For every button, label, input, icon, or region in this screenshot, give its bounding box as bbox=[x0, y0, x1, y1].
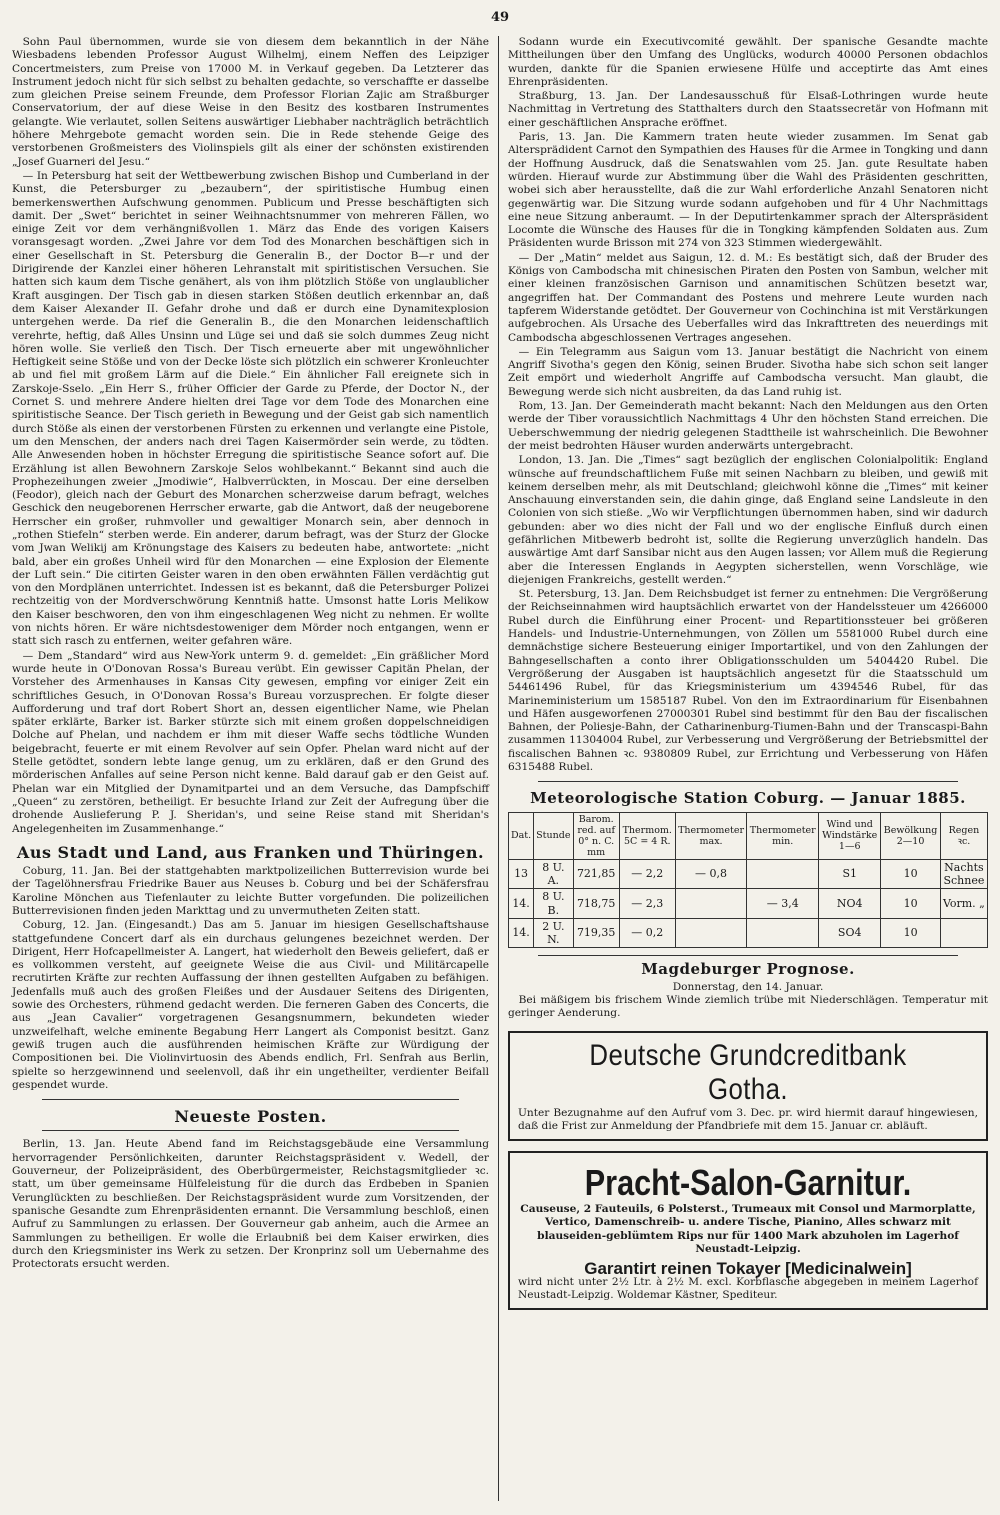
article-petersburg-spiritism: — In Petersburg hat seit der Wettbewerbung zwischen Bishop und Cumberland in der Kunst, die Petersburger zu „bezaubern“, der spiritistische Humbug einen bemerkenswerthen Aufschwung genommen. Publicum und Presse beschäftigten sich damit. Der „Swet“ berichtet in seiner Weihnachtsnummer von mehreren Fällen, wo einige Zeit vor dem verhängnißvollen 1. März das Ende des vorigen Kaisers voransgesagt worden. „Zwei Jahre vor dem Tod des Monarchen beschäftigen sich in einer Gesellschaft in St. Petersburg die Generalin B., der Doctor B—r und der Dirigirende der Kanzlei einer höheren Lehranstalt mit spiritistischen Versuchen. Sie hatten sich kaum dem Tische genähert, als von ihm plötzlich Stöße von unglaublicher Kraft ausgingen. Der Tisch gab in diesen starken Stößen deutlich erkennbar an, daß dem Kaiser Alexander II. Gefahr drohe und daß er durch eine Dynamitexplosion untergehen werde. Da rief die Generalin B., die den Monarchen leidenschaftlich verehrte, heftig, daß Alles Unsinn und Lüge sei und daß sie solch dummes Zeug nicht hören wolle. Sie verließ den Tisch. Der Tisch erneuerte aber mit ungewöhnlicher Heftigkeit seine Stöße und von der Decke löste sich plötzlich ein schwerer Kronleuchter ab und fiel mit großem Lärm auf die Diele.“ Ein ähnlicher Fall ereignete sich in Zarskoje-Sselo. „Ein Herr S., früher Officier der Garde zu Pferde, der Doctor N., der Cornet S. und mehrere Andere hielten drei Tage vor dem Tode des Monarchen eine spiritistische Seance. Der Tisch gerieth in Bewegung und der Geist gab sich namentlich durch Stöße als einen der verstorbenen Fürsten zu erkennen und verlangte eine Pistole, um den Menschen, der anders nach drei Tagen Kaisermörder sein werde, zu tödten. Alle Anwesenden hoben in höchster Erregung die spiritistische Seance sofort auf. Die Erzählung ist allen Bewohnern Zarskoje Selos wohlbekannt.“ Bekannt sind auch die Prophezeihungen zweier „Jmodiwie“, Halbverrückten, in Moscau. Der eine derselben (Feodor), gleich nach der Geburt des Monarchen scherzweise darum befragt, welches Geschick den neugeborenen Herrscher erwarte, gab die Antwort, daß der neugeborene Herrscher ein großer, ruhmvoller und gewaltiger Monarch sein, aber dennoch in „rothen Stiefeln“ sterben werde. Ein anderer, darum befragt, was der Sturz der Glocke vom Jwan Welikij am Krönungstage des Kaisers zu bedeuten habe, antwortete: „nicht bald, aber ein großes Unheil wird für den Monarchen — eine Explosion der Elemente der Luft sein.“ Die citirten Geister waren in den oben erwähnten Fällen verdächtig gut von den Mordplänen unterrichtet. Indessen ist es bekannt, daß die Petersburger Polizei rechtzeitig von der Mordverschwörung Kenntniß hatte. Umsonst hatte Loris Melikow den Kaiser beschworen, den von ihm eingeschlagenen Weg nicht zu nehmen. Er wollte von nichts hören. Er wäre nichtsdestoweniger dem Mörder noch entgangen, wenn er statt sich rasch zu entfernen, weiter gefahren wäre. bbox=[12, 169, 489, 648]
salon-text: Causeuse, 2 Fauteuils, 6 Polsterst., Trumeaux mit Consol und Marmorplatte, Vertico, Damenschreib- u. andere Tische, Pianino, Alles schwarz mit blauseiden-geblümtem Rips nur für 1400 Mark abzuholen im Lagerhof Neustadt-Leipzig. bbox=[520, 1203, 976, 1256]
weather-cell: — 0,2 bbox=[619, 918, 675, 948]
prognosis-date: Donnerstag, den 14. Januar. bbox=[672, 980, 824, 993]
right-column bbox=[508, 36, 988, 1310]
weather-cell: — 2,2 bbox=[619, 859, 675, 889]
weather-cell: 8 U. B. bbox=[534, 889, 573, 919]
weather-header-cell: Wind und Windstärke 1—6 bbox=[819, 812, 881, 859]
section-heading-local: Aus Stadt und Land, aus Franken und Thüringen. bbox=[16, 842, 485, 862]
weather-cell: — 2,3 bbox=[619, 889, 675, 919]
weather-header-cell: Bewölkung 2—10 bbox=[881, 812, 940, 859]
weather-header-cell: Barom. red. auf 0° n. C. mm bbox=[573, 812, 619, 859]
left-column bbox=[12, 36, 489, 1272]
section-heading-news: Neueste Posten. bbox=[174, 1107, 327, 1127]
weather-cell bbox=[675, 889, 747, 919]
weather-header-cell: Dat. bbox=[509, 812, 534, 859]
separator-line bbox=[538, 781, 958, 782]
article-matin-saigun: — Der „Matin“ meldet aus Saigun, 12. d. M.: Es bestätigt sich, daß der Bruder des Königs von Cambodscha mit chinesischen Piraten den Posten von Sambun, welcher mit einer kleinen französischen Garnison und annamitischen Schützen besetzt war, angegriffen hat. Der Commandant des Postens und mehrere Leute wurden nach tapferem Widerstande getödtet. Der Gouverneur von Cochinchina ist mit Verstärkungen aufgebrochen. Als Ursache des Ueberfalles wird das Inkrafttreten des neuerdings mit Cambodscha abgeschlossenen Vertrages angesehen. bbox=[508, 251, 988, 344]
weather-table bbox=[508, 812, 988, 949]
article-spanish-envoy: Sodann wurde ein Executivcomité gewählt. Der spanische Gesandte machte Mittheilungen über den Umfang des Unglücks, wodurch 40000 Personen obdachlos wurden, dankte für die Spanien erwiesene Hülfe und acceptirte das Amt eines Ehrenpräsidenten. bbox=[508, 36, 988, 88]
weather-cell: 2 U. N. bbox=[534, 918, 573, 948]
article-strassburg: Straßburg, 13. Jan. Der Landesausschuß für Elsaß-Lothringen wurde heute Nachmittag in Vertretung des Statthalters durch den Staatssecretär von Hofmann mit einer geschäftlichen Ansprache eröffnet. bbox=[508, 90, 988, 129]
weather-cell: SO4 bbox=[819, 918, 881, 948]
weather-cell bbox=[747, 918, 819, 948]
weather-cell: 10 bbox=[881, 918, 940, 948]
page-number: 49 bbox=[490, 10, 510, 25]
salon-title: Pracht-Salon-Garnitur. bbox=[584, 1162, 912, 1204]
weather-header-cell: Stunde bbox=[534, 812, 573, 859]
article-st-petersburg-budget: St. Petersburg, 13. Jan. Dem Reichsbudget ist ferner zu entnehmen: Die Vergrößerung der Reichseinnahmen wird hauptsächlich erwartet von der Handelssteuer um 4266000 Rubel durch die Einführung einer Procent- und Repartitionssteuer bei größeren Handels- und Industrie-Unternehmungen, von Zöllen um 5581000 Rubel durch eine demnächstige sichere Besteuerung einiger Importartikel, und von den Zahlungen der Bahngesellschaften a conto ihrer Obligationsschulden um 5404420 Rubel. Die Vergrößerung der Ausgaben ist hauptsächlich angesetzt für die Staatsschuld um 54461496 Rubel, für das Kriegsministerium um 4394546 Rubel, für das Marineministerium um 1585187 Rubel. Von den im Extraordinarium für Eisenbahnen und Häfen ausgeworfenen 27000301 Rubel sind bestimmt für den Bau der fiscalischen Bahnen, der Poliesje-Bahn, der Catharinenburg-Tiumen-Bahn und der Transcaspi-Bahn zusammen 11304004 Rubel, zur Verbesserung und Vergrößerung der Betriebsmittel der fiscalischen Bahnen ꝛc. 9380809 Rubel, zur Errichtung und Verbesserung von Häfen 6315488 Rubel. bbox=[508, 588, 988, 774]
weather-cell bbox=[675, 918, 747, 948]
article-new-york-murder: — Dem „Standard“ wird aus New-York unterm 9. d. gemeldet: „Ein gräßlicher Mord wurde heute in O'Donovan Rossa's Bureau verübt. Ein gewisser Capitän Phelan, der Vorsteher des Armenhauses in Kansas City gewesen, empfing vor einiger Zeit ein schriftliches Gesuch, in O'Donovan Rossa's Bureau vorzusprechen. Er folgte dieser Aufforderung und traf dort Robert Short an, dessen eigentlicher Name, wie Phelan später erklärte, Barker ist. Barker stürzte sich mit einem großen doppelschneidigen Dolche auf Phelan, und nachdem er ihm mit dieser Waffe sechs tödtliche Wunden beigebracht, feuerte er mit einem Revolver auf sein Opfer. Phelan ward nicht auf der Stelle getödtet, sondern lebte lange genug, um zu erklären, daß er den Grund des mörderischen Anfalles auf seine Person nicht kenne. Bald darauf gab er den Geist auf. Phelan war ein Mitglied der Dynamitpartei und an dem Versuche, das Dampfschiff „Queen“ zu zerstören, betheiligt. Er besuchte Irland zur Zeit der Aufregung über die drohende Auslieferung P. J. Sheridan's, und seine Reise stand mit Sheridan's Angelegenheiten im Zusammenhange.“ bbox=[12, 649, 489, 835]
weather-header-cell: Regen ꝛc. bbox=[940, 812, 987, 859]
prognosis-text: Bei mäßigem bis frischem Winde ziemlich trübe mit Niederschlägen. Temperatur mit geringer Aenderung. bbox=[508, 994, 988, 1020]
weather-cell: NO4 bbox=[819, 889, 881, 919]
weather-header-cell: Thermometer min. bbox=[747, 812, 819, 859]
bank-title: Deutsche Grundcreditbank Gotha. bbox=[589, 1038, 907, 1106]
weather-cell: — 3,4 bbox=[747, 889, 819, 919]
weather-header-cell: Thermom. 5C = 4 R. bbox=[619, 812, 675, 859]
column-divider bbox=[498, 36, 499, 1501]
article-coburg-concert: Coburg, 12. Jan. (Eingesandt.) Das am 5. Januar im hiesigen Gesellschaftshause stattgefundene Concert darf als ein durchaus gelungenes bezeichnet werden. Der Dirigent, Herr Hofcapellmeister A. Langert, hat wiederholt den Beweis geliefert, daß er es vollkommen versteht, auf geeignete Weise die aus Civil- und Militärcapelle recrutirten Kräfte zur rechten Auffassung der ihnen gestellten Aufgaben zu befähigen. Jedenfalls muß auch des großen Fleißes und der Ausdauer Seitens des Dirigenten, sowie des Orchesters, rühmend gedacht werden. Die ferneren Gaben des Concerts, die aus „Jean Cavalier“ vorgetragenen Gesangsnummern, bekundeten wieder unzweifelhaft, welche eminente Begabung Herr Langert als Componist besitzt. Ganz gewiß trugen auch die ausführenden heimischen Kräfte zur Würdigung der Compositionen bei. Die Violinvirtuosin des Abends endlich, Frl. Senfrah aus Berlin, spielte so herzgewinnend und seelenvoll, daß ihr ein ungetheilter, verdienter Beifall gespendet wurde. bbox=[12, 919, 489, 1091]
weather-row bbox=[509, 859, 988, 889]
weather-cell bbox=[747, 859, 819, 889]
article-berlin: Berlin, 13. Jan. Heute Abend fand im Reichstagsgebäude eine Versammlung hervorragender Persönlichkeiten, darunter Reichstagspräsident v. Wedell, der Gouverneur, der Polizeipräsident, des Oberbürgermeister, Reichstagsmitglieder ꝛc. statt, um über gemeinsame Hülfeleistung für die durch das Erdbeben in Spanien Verunglückten zu beschließen. Der Reichstagspräsident wurde zum Vorsitzenden, der spanische Gesandte zum Ehrenpräsidenten ernannt. Die Versammlung beschloß, einen Aufruf zu Sammlungen zu erlassen. Der Gouverneur gab anheim, auch die Armee an Sammlungen zu betheiligen. Er wolle die Erlaubniß bei dem Kaiser erwirken, dies durch den Kriegsminister ins Werk zu setzen. Der Kronprinz soll um Uebernahme des Protectorats ersucht werden. bbox=[12, 1138, 489, 1271]
weather-cell: 10 bbox=[881, 889, 940, 919]
salon-advertisement bbox=[508, 1151, 988, 1310]
weather-cell: Nachts Schnee bbox=[940, 859, 987, 889]
article-coburg-butter: Coburg, 11. Jan. Bei der stattgehabten marktpolizeilichen Butterrevision wurde bei der Tagelöhnersfrau Friedrike Bauer aus Neuses b. Coburg und bei der Schäfersfrau Karoline Mönchen aus Tiefenlauter zu leichte Butter vorgefunden. Die polizeilichen Butterrevisionen finden jeden Markttag und zu unvermutheten Zeiten statt. bbox=[12, 865, 489, 917]
article-saigun-telegram: — Ein Telegramm aus Saigun vom 13. Januar bestätigt die Nachricht von einem Angriff Sivotha's gegen den König, seinen Bruder. Sivotha habe sich schon seit langer Zeit empört und wiederholt Angriffe auf Cambodscha versucht. Man glaubt, die Bewegung werde sich nicht ausbreiten, da das Land ruhig ist. bbox=[508, 345, 988, 398]
separator-line bbox=[42, 1099, 459, 1100]
weather-cell bbox=[940, 918, 987, 948]
weather-row bbox=[509, 918, 988, 948]
weather-station-title: Meteorologische Station Coburg. — Januar 1885. bbox=[530, 789, 966, 808]
weather-header-cell: Thermometer max. bbox=[675, 812, 747, 859]
weather-cell: 10 bbox=[881, 859, 940, 889]
weather-cell: 719,35 bbox=[573, 918, 619, 948]
article-rome: Rom, 13. Jan. Der Gemeinderath macht bekannt: Nach den Meldungen aus den Orten werde der Tiber voraussichtlich Nachmittags 4 Uhr den höchsten Stand erreichen. Die Ueberschwemmung der niedrig gelegenen Stadttheile ist wahrscheinlich. Die Bewohner der meist bedrohten Häuser wurden anderwärts untergebracht. bbox=[508, 400, 988, 452]
bank-text: Unter Bezugnahme auf den Aufruf vom 3. Dec. pr. wird hiermit darauf hingewiesen, daß die Frist zur Anmeldung der Pfandbriefe mit dem 15. Januar cr. abläuft. bbox=[518, 1106, 978, 1132]
weather-cell: S1 bbox=[819, 859, 881, 889]
tokay-title: Garantirt reinen Tokayer [Medicinalwein] bbox=[584, 1259, 912, 1279]
separator-line bbox=[538, 955, 958, 956]
tokay-text: wird nicht unter 2½ Ltr. à 2½ M. excl. Korbflasche abgegeben in meinem Lagerhof Neustadt-Leipzig. Woldemar Kästner, Spediteur. bbox=[518, 1275, 978, 1301]
article-violin: Sohn Paul übernommen, wurde sie von diesem dem bekanntlich in der Nähe Wiesbadens lebenden Professor August Wilhelmj, einem Neffen des Leipziger Concertmeisters, zum Preise von 17000 M. in Verkauf gegeben. Da Letzterer das Instrument jedoch nicht für sich selbst zu behalten gedachte, so verschaffte er dasselbe zum gleichen Preise seinem Freunde, dem Professor Florian Zajic am Straßburger Conservatorium, der auf diese Weise in den Besitz des kostbaren Instrumentes gelangte. Wie verlautet, sollen Seitens auswärtiger Liebhaber nachträglich beträchtlich höhere Mehrgebote gemacht worden sein. Die in Rede stehende Geige des verstorbenen Großmeisters des Violinspiels gilt als einer der schönsten existirenden „Josef Guarneri del Jesu.“ bbox=[12, 36, 489, 168]
separator-line bbox=[42, 1130, 459, 1131]
weather-cell: 721,85 bbox=[573, 859, 619, 889]
newspaper-page bbox=[12, 10, 988, 1505]
bank-advertisement bbox=[508, 1031, 988, 1142]
weather-cell: 718,75 bbox=[573, 889, 619, 919]
weather-cell: 8 U. A. bbox=[534, 859, 573, 889]
weather-cell: Vorm. „ bbox=[940, 889, 987, 919]
article-london: London, 13. Jan. Die „Times“ sagt bezüglich der englischen Colonialpolitik: England wünsche auf freundschaftlichem Fuße mit seinen Nachbarn zu bleiben, und gewiß mit keinem derselben mehr, als mit Deutschland; gleichwohl könne die „Times“ mit keiner Anschauung einverstanden sein, die dahin ginge, daß England seine Landsleute in den Colonien von sich stieße. „Wo wir Verpflichtungen übernommen haben, sind wir dadurch gebunden: aber wo dies nicht der Fall und wo der englische Einfluß durch einen gefährlichen Mitbewerb bedroht ist, sollte die Regierung unverzüglich handeln. Das auswärtige Amt darf Sansibar nicht aus den Augen lassen; vor Allem muß die Regierung aber die Interessen Englands in Aegypten sicherstellen, wenn Vorschläge, wie diejenigen Frankreichs, gestellt werden.“ bbox=[508, 454, 988, 586]
article-paris: Paris, 13. Jan. Die Kammern traten heute wieder zusammen. Im Senat gab Altersprädident Carnot den Sympathien des Hauses für die Armee in Tongking und dann der Hoffnung Ausdruck, daß die Senatswahlen vom 25. Jan. gute Resultate haben würden. Hierauf wurde zur Abstimmung über die Wahl des Präsidenten geschritten, wobei sich aber herausstellte, daß die zur Wahl erforderliche Anzahl Senatoren nicht gegenwärtig war. Die Sitzung wurde sodann aufgehoben und für 4 Uhr Nachmittags eine neue Sitzung anberaumt. — In der Deputirtenkammer sprach der Alterspräsident Locomte die Wünsche des Hauses für die in Tongking kämpfenden Soldaten aus. Zum Präsidenten wurde Brisson mit 274 von 323 Stimmen wiedergewählt. bbox=[508, 131, 988, 250]
weather-row bbox=[509, 889, 988, 919]
weather-cell: 13 bbox=[509, 859, 534, 889]
prognosis-title: Magdeburger Prognose. bbox=[641, 960, 855, 979]
weather-cell: 14. bbox=[509, 889, 534, 919]
weather-cell: — 0,8 bbox=[675, 859, 747, 889]
weather-cell: 14. bbox=[509, 918, 534, 948]
